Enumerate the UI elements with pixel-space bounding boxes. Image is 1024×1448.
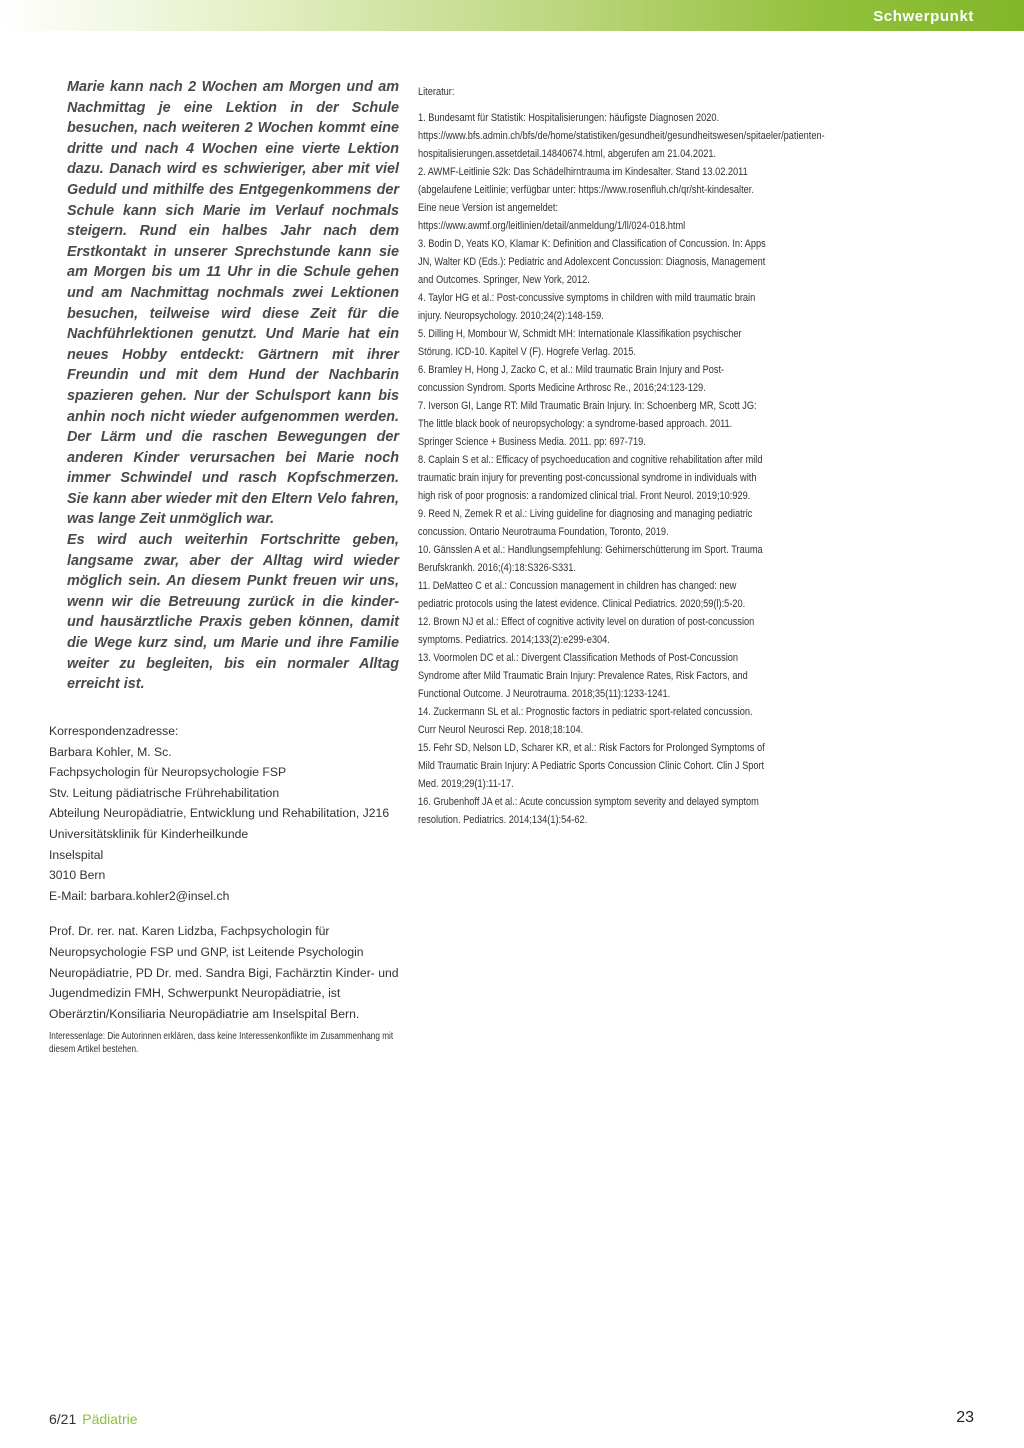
issue-number: 6/21 <box>49 1411 77 1427</box>
magazine-name: Pädiatrie <box>82 1411 138 1427</box>
reference-item: 7. Iverson GI, Lange RT: Mild Traumatic Brain Injury. In: Schoenberg MR, Scott JG: The little black book of neuropsychology: a syndrome-based approach. 2011. Springer Science + Business Media. 2011. pp: 697-719. <box>418 400 757 448</box>
correspondence-line: Barbara Kohler, M. Sc. <box>49 744 172 759</box>
header-band <box>0 0 1024 31</box>
reference-item: 4. Taylor HG et al.: Post-concussive symptoms in children with mild traumatic brain injury. Neuropsychology. 2010;24(2):148-159. <box>418 292 756 322</box>
correspondence-line: Fachpsychologin für Neuropsychologie FSP <box>49 765 287 780</box>
section-label: Schwerpunkt <box>873 8 974 25</box>
article-body <box>67 77 399 695</box>
correspondence-line: Abteilung Neuropädiatrie, Entwicklung und Rehabilitation, J216 <box>49 806 390 821</box>
reference-item: 16. Grubenhoff JA et al.: Acute concussion symptom severity and delayed symptom resolution. Pediatrics. 2014;134(1):54-62. <box>418 796 759 826</box>
correspondence-address <box>49 721 409 906</box>
reference-item: 5. Dilling H, Mombour W, Schmidt MH: Internationale Klassifikation psychischer Störung. ICD-10. Kapitel V (F). Hogrefe Verlag. 2015. <box>418 328 742 358</box>
lead-paragraph: Marie kann nach 2 Wochen am Morgen und am Nachmittag je eine Lektion in der Schule besuchen, nach weiteren 2 Wochen kommt eine dritte und nach 4 Wochen eine vierte Lektion dazu. Danach wird es schwieriger, aber mit viel Geduld und mithilfe des Entgegenkommens der Schule kann sich Marie im Verlauf nochmals steigern. Rund ein halbes Jahr nach dem Erstkontakt in unserer Sprechstunde kann sie am Morgen bis um 11 Uhr in die Schule gehen und am Nachmittag nochmals zwei Lektionen besuchen, teilweise wird diese Zeit für die Nachführlektionen genutzt. Und Marie hat ein neues Hobby entdeckt: Gärtnern mit ihrer Freundin und mit dem Hund der Nachbarin spazieren gehen. Nur der Schulsport kann bis anhin noch nicht wieder aufgenommen werden. Der Lärm und die raschen Bewegungen der anderen Kinder verursachen bei Marie noch immer Schwindel und rasch Kopfschmerzen. Sie kann aber wieder mit den Eltern Velo fahren, was lange Zeit unmöglich war. <box>67 79 399 528</box>
reference-item: 13. Voormolen DC et al.: Divergent Classification Methods of Post-Concussion Syndrome after Mild Traumatic Brain Injury: Prevalence Rates, Risk Factors, and Functional Outcome. J Neurotrauma. 2018;35(11):1233-1241. <box>418 652 748 700</box>
correspondence-line: Universitätsklinik für Kinderheilkunde <box>49 826 249 841</box>
reference-item: 15. Fehr SD, Nelson LD, Scharer KR, et al.: Risk Factors for Prolonged Symptoms of Mild Traumatic Brain Injury: A Pediatric Sports Concussion Clinic Cohort. Clin J Sport Med. 2019;29(1):11-17. <box>418 742 765 790</box>
correspondence-line: 3010 Bern <box>49 868 106 883</box>
reference-item: 10. Gänsslen A et al.: Handlungsempfehlung: Gehirnerschütterung im Sport. Trauma Berufskrankh. 2016;(4):18:S326-S331. <box>418 544 763 574</box>
literature-list <box>418 83 825 829</box>
reference-item: 1. Bundesamt für Statistik: Hospitalisierungen: häufigste Diagnosen 2020. https://www.bfs.admin.ch/bfs/de/home/statistiken/gesundheit/gesundheitswesen/spitaeler/patienten-hospitalisierungen.assetdetail.14840674.html, abgerufen am 21.04.2021. <box>418 112 825 160</box>
reference-item: 8. Caplain S et al.: Efficacy of psychoeducation and cognitive rehabilitation after mild traumatic brain injury for preventing post-concussional syndrome in individuals with high risk of poor prognosis: a randomized clinical trial. Front Neurol. 2019;10:929. <box>418 454 763 502</box>
reference-item: 14. Zuckermann SL et al.: Prognostic factors in pediatric sport-related concussion. Curr Neurol Neurosci Rep. 2018;18:104. <box>418 706 753 736</box>
reference-item: 2. AWMF-Leitlinie S2k: Das Schädelhirntrauma im Kindesalter. Stand 13.02.2011 (abgelaufene Leitlinie; verfügbar unter: https://www.rosenfluh.ch/qr/sht-kindesalter. Eine neue Version ist angemeldet: https://www.awmf.org/leitlinien/detail/anmeldung/1/ll/024-018.html <box>418 166 754 232</box>
reference-item: 11. DeMatteo C et al.: Concussion management in children has changed: new pediatric protocols using the latest evidence. Clinical Pediatrics. 2020;59(l):5-20. <box>418 580 746 610</box>
reference-item: 3. Bodin D, Yeats KO, Klamar K: Definition and Classification of Concussion. In: Apps JN, Walter KD (Eds.): Pediatric and Adolexcent Concussion: Diagnosis, Management and Outcomes. Springer, New York, 2012. <box>418 238 766 286</box>
correspondence-email: E-Mail: barbara.kohler2@insel.ch <box>49 888 230 903</box>
reference-item: 9. Reed N, Zemek R et al.: Living guideline for diagnosing and managing pediatric concussion. Ontario Neurotrauma Foundation, Toronto, 2019. <box>418 508 753 538</box>
footer-issue-info <box>49 1411 138 1427</box>
correspondence-heading: Korrespondenzadresse: <box>49 724 179 738</box>
reference-item: 12. Brown NJ et al.: Effect of cognitive activity level on duration of post-concussion symptoms. Pediatrics. 2014;133(2):e299-e304. <box>418 616 755 646</box>
author-bio: Prof. Dr. rer. nat. Karen Lidzba, Fachpsychologin für Neuropsychologie FSP und GNP, ist Leitende Psychologin Neuropädiatrie, PD Dr. med. Sandra Bigi, Fachärztin Kinder- und Jugendmedizin FMH, Schwerpunkt Neuropädiatrie, ist Oberärztin/Konsiliaria Neuropädiatrie am Inselspital Bern. <box>49 924 399 1022</box>
reference-item: 6. Bramley H, Hong J, Zacko C, et al.: Mild traumatic Brain Injury and Post-concussion Syndrom. Sports Medicine Arthrosc Re., 2016;24:123-129. <box>418 364 725 394</box>
conflict-statement: Interessenlage: Die Autorinnen erklären, dass keine Interessenkonflikte im Zusammenhang mit diesem Artikel bestehen. <box>49 1031 394 1055</box>
lead-paragraph: Es wird auch weiterhin Fortschritte geben, langsame zwar, aber der Alltag wird wieder möglich sein. An diesem Punkt freuen wir uns, wenn wir die Betreuung zurück in die kinder- und hausärztliche Praxis geben können, damit die Wege kurz sind, um Marie und ihre Familie weiter zu begleiten, bis ein normaler Alltag erreicht ist. <box>67 532 399 693</box>
literature-title: Literatur: <box>418 86 455 98</box>
correspondence-line: Inselspital <box>49 847 104 862</box>
page-number: 23 <box>956 1409 974 1426</box>
correspondence-line: Stv. Leitung pädiatrische Frührehabilitation <box>49 785 280 800</box>
